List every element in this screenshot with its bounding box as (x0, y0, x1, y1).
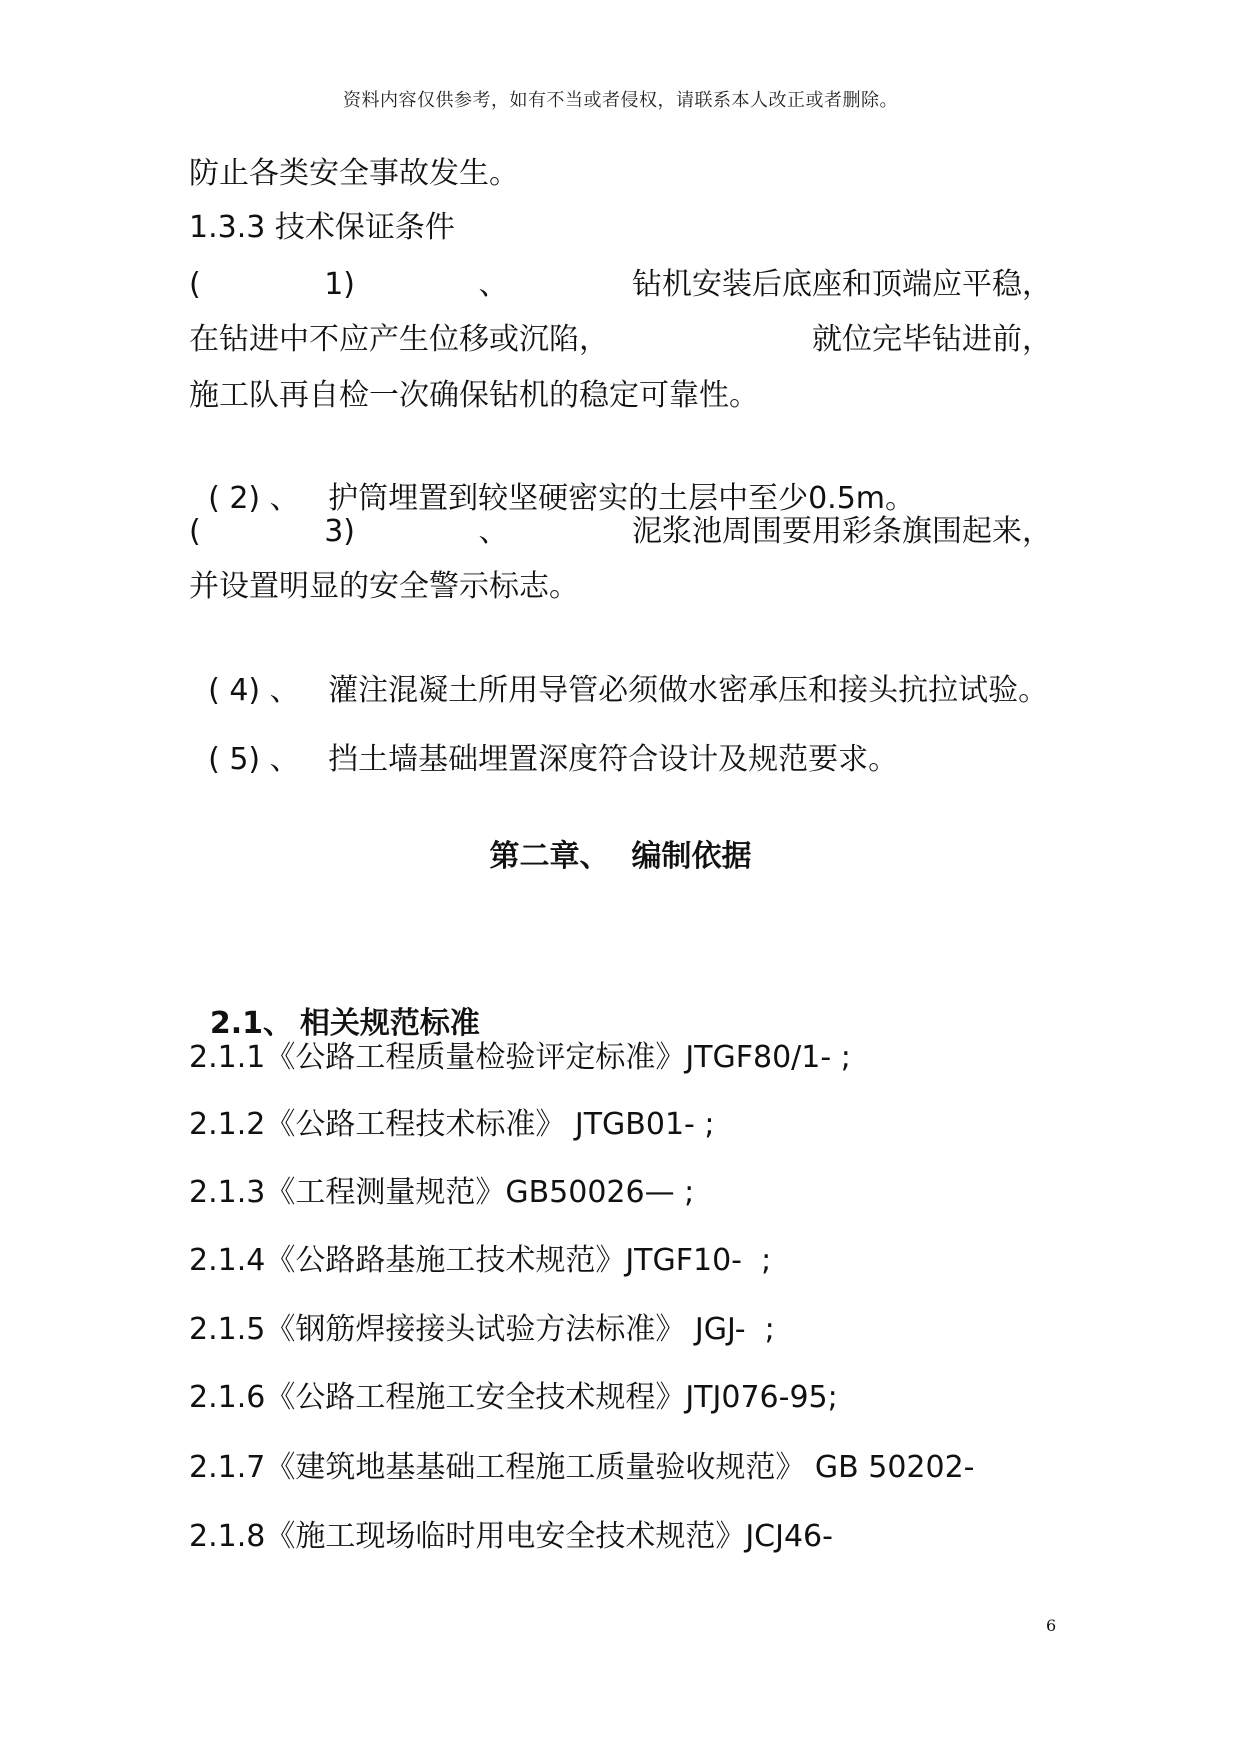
item-3-separator: 、 (478, 514, 509, 549)
standard-item: 2.1.1《公路工程质量检验评定标准》JTGF80/1- ; (189, 1040, 851, 1075)
item-4-prefix: ( 4) 、 (208, 673, 300, 708)
standard-item: 2.1.2《公路工程技术标准》 JTGB01- ; (189, 1107, 715, 1142)
chapter-name: 编制依据 (631, 839, 752, 874)
item-5-text: 挡土墙基础埋置深度符合设计及规范要求。 (328, 742, 899, 777)
standard-item: 2.1.3《工程测量规范》GB50026— ; (189, 1175, 695, 1210)
item-3-line-2: 并设置明显的安全警示标志。 (189, 569, 579, 604)
item-4 (189, 640, 1048, 708)
subsection-heading: 1.3.3 技术保证条件 (189, 210, 455, 245)
item-1-separator: 、 (478, 267, 509, 302)
item-3-line-1 (189, 515, 1052, 549)
item-1-open-paren: ( (189, 267, 201, 302)
item-3-number: 3) (324, 514, 355, 549)
item-1-text-part-b: 就位完毕钻进前， (812, 322, 1052, 357)
item-1-text-part-a: 在钻进中不应产生位移或沉陷， (189, 322, 609, 357)
standard-item: 2.1.7《建筑地基基础工程施工质量验收规范》 GB 50202- (189, 1450, 975, 1485)
standard-item: 2.1.6《公路工程施工安全技术规程》JTJ076-95; (189, 1380, 838, 1415)
item-5 (189, 709, 898, 777)
item-3-open-paren: ( (189, 514, 201, 549)
standard-item: 2.1.4《公路路基施工技术规范》JTGF10- ; (189, 1243, 772, 1278)
page-number: 6 (1046, 1616, 1057, 1635)
item-5-prefix: ( 5) 、 (208, 742, 300, 777)
standard-item: 2.1.5《钢筋焊接接头试验方法标准》 JGJ- ; (189, 1312, 775, 1347)
section-title: 相关规范标准 (299, 1006, 480, 1041)
item-1-line-3: 施工队再自检一次确保钻机的稳定可靠性。 (189, 378, 759, 413)
item-2-text: 护筒埋置到较坚硬密实的土层中至少0.5m。 (328, 481, 916, 516)
continuation-text: 防止各类安全事故发生。 (189, 156, 519, 191)
chapter-title (0, 840, 1241, 874)
standard-item: 2.1.8《施工现场临时用电安全技术规范》JCJ46- (189, 1519, 833, 1554)
item-1-number: 1) (324, 267, 355, 302)
section-number: 2.1、 (209, 1006, 294, 1041)
header-disclaimer: 资料内容仅供参考，如有不当或者侵权，请联系本人改正或者删除。 (343, 90, 898, 111)
section-heading (189, 973, 480, 1041)
item-2 (189, 448, 915, 516)
item-1-line-1 (189, 268, 1052, 302)
item-2-prefix: ( 2) 、 (208, 481, 300, 516)
item-1-line-2 (189, 323, 1052, 357)
item-4-text: 灌注混凝土所用导管必须做水密承压和接头抗拉试验。 (328, 673, 1049, 708)
item-3-text-start: 泥浆池周围要用彩条旗围起来， (631, 514, 1052, 549)
item-1-text-start: 钻机安装后底座和顶端应平稳， (631, 267, 1052, 302)
chapter-number: 第二章、 (489, 839, 610, 874)
